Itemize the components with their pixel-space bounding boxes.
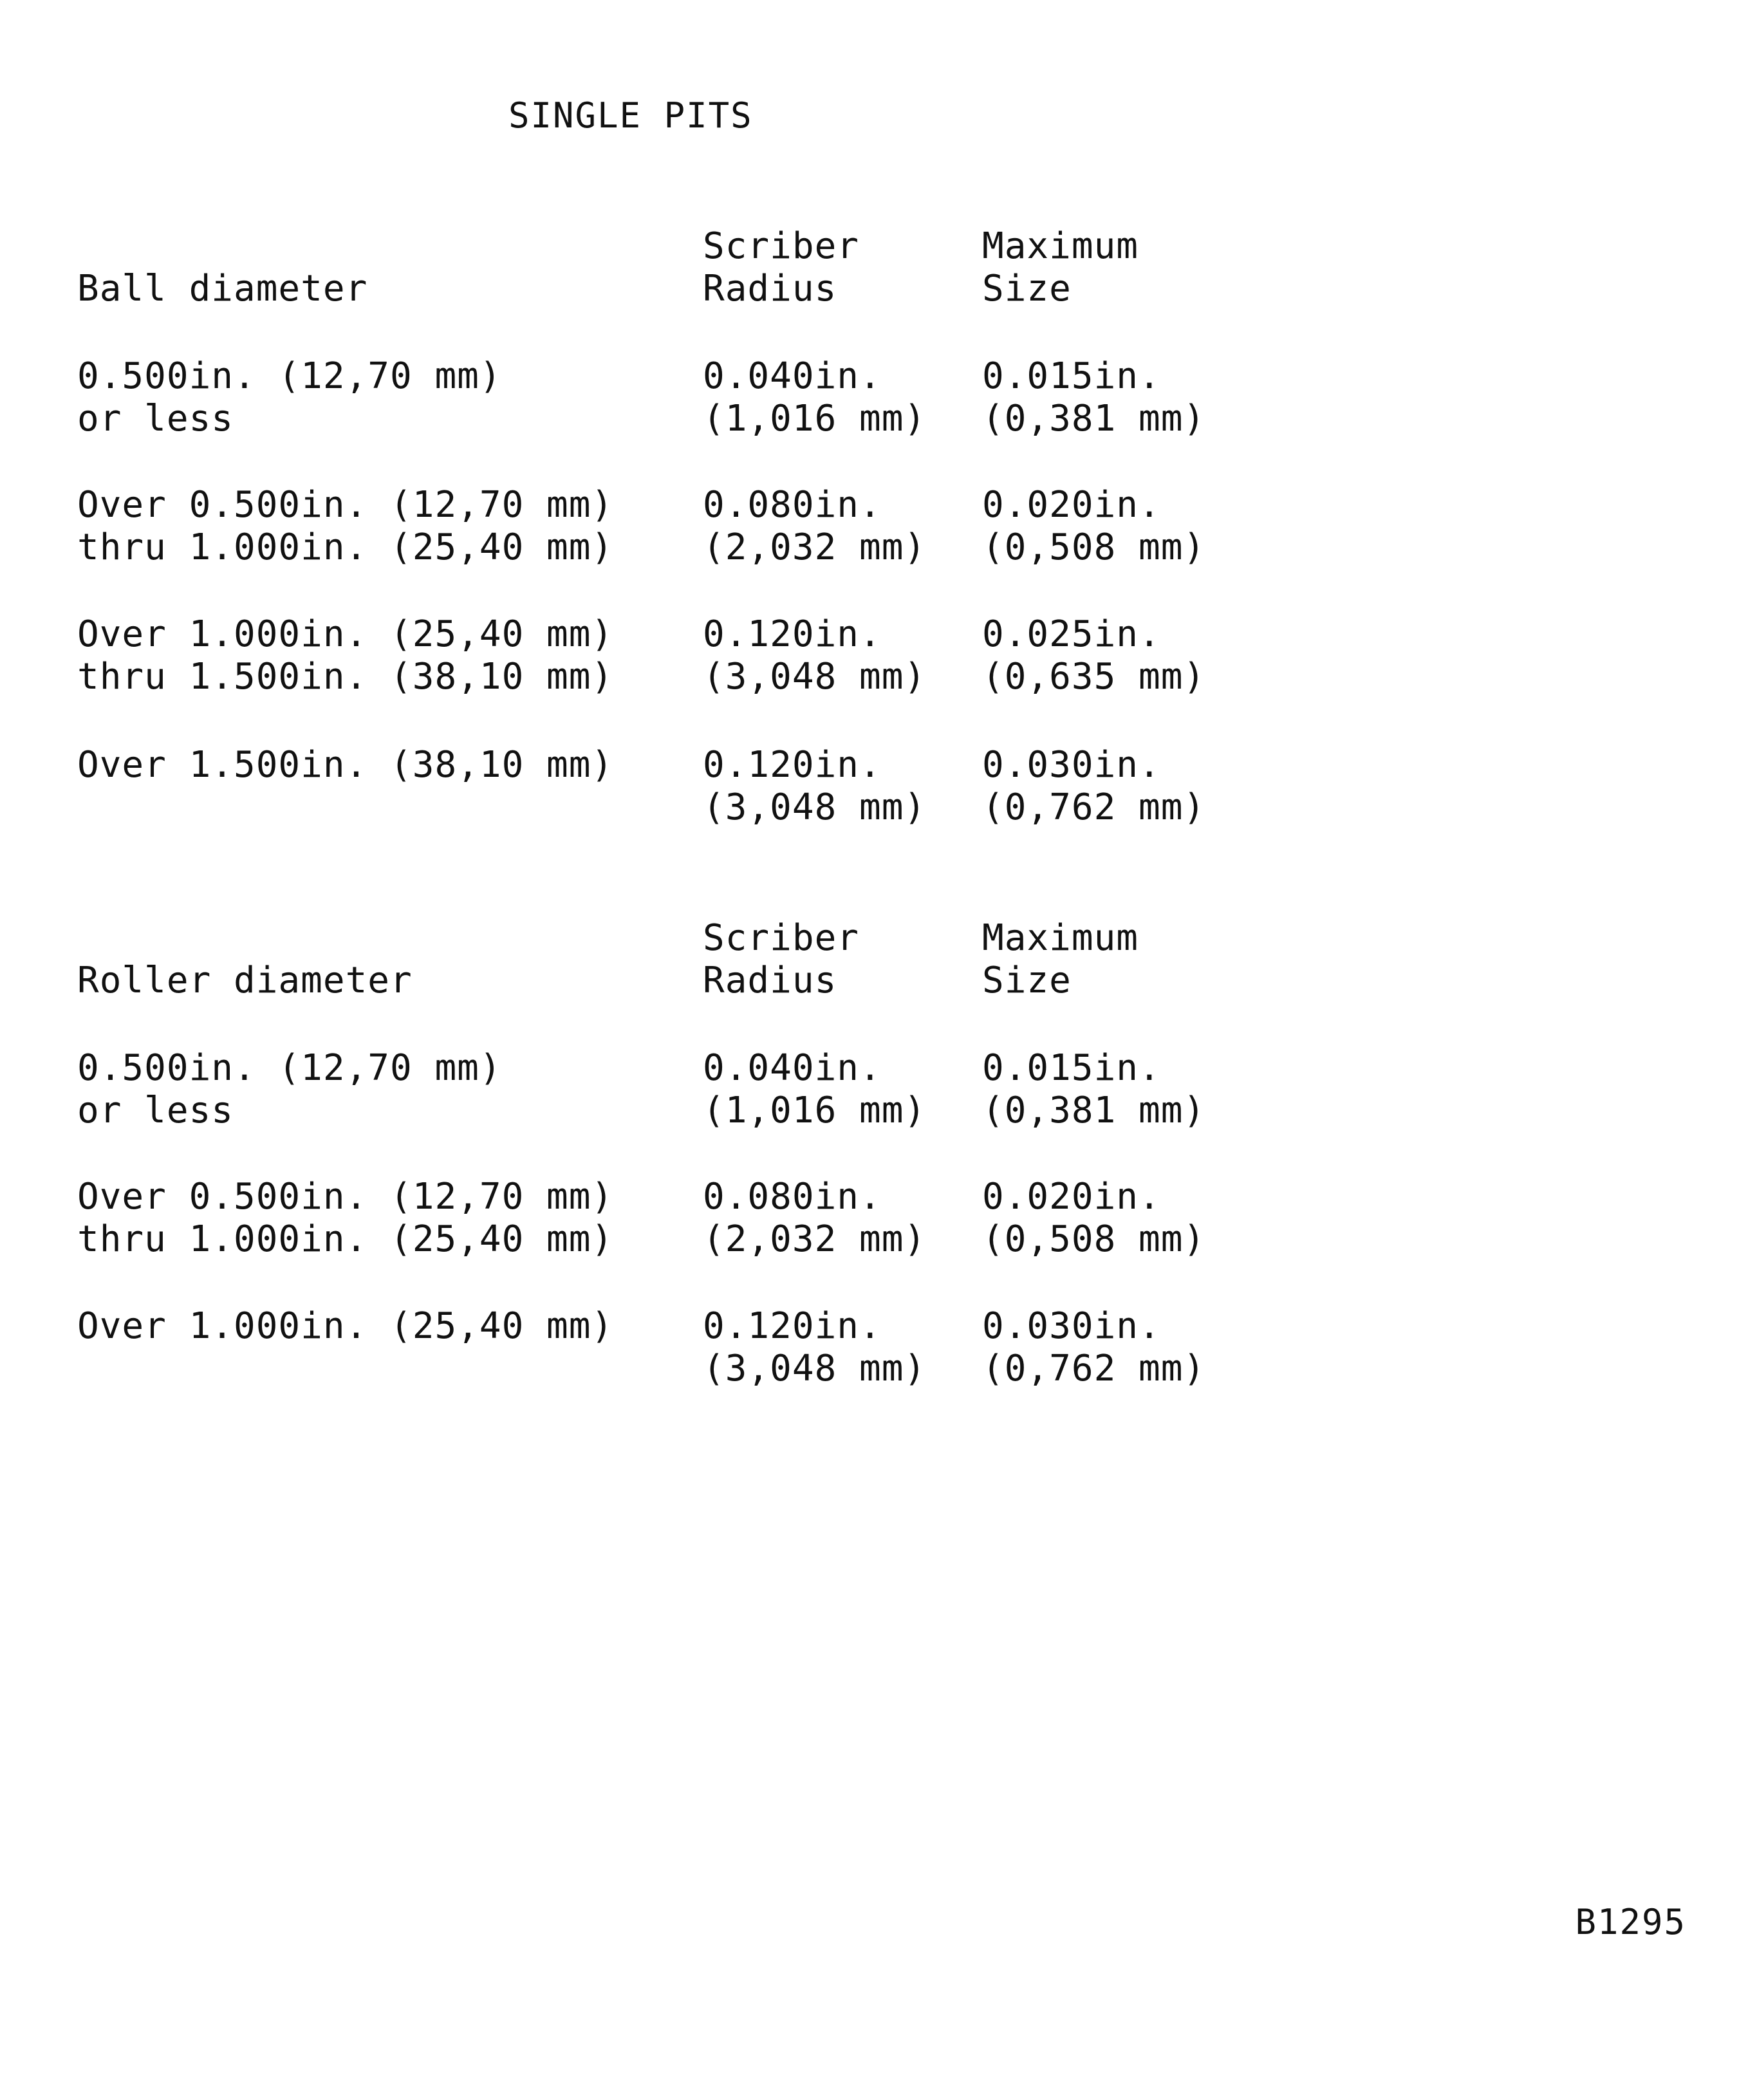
table-row-scriber-line1: 0.120in. bbox=[703, 744, 882, 786]
table-row-maxsize-line1: 0.020in. bbox=[982, 484, 1161, 526]
table-row-maxsize-line2: (0,508 mm) bbox=[982, 526, 1206, 568]
table-row-scriber-line2: (1,016 mm) bbox=[703, 1090, 927, 1131]
column-header-scriber-line1: Scriber bbox=[703, 917, 860, 959]
table-row-scriber-line2: (1,016 mm) bbox=[703, 398, 927, 440]
table-row-diameter-line2: thru 1.000in. (25,40 mm) bbox=[77, 1218, 614, 1260]
column-header-scriber-line1: Scriber bbox=[703, 225, 860, 267]
table-row-scriber-line2: (3,048 mm) bbox=[703, 656, 927, 698]
column-header-maximum-line1: Maximum bbox=[982, 225, 1139, 267]
table-row-maxsize-line2: (0,381 mm) bbox=[982, 1090, 1206, 1131]
table-row-maxsize-line2: (0,381 mm) bbox=[982, 398, 1206, 440]
table-row-scriber-line1: 0.040in. bbox=[703, 355, 882, 397]
table-row-diameter-line1: 0.500in. (12,70 mm) bbox=[77, 1047, 502, 1089]
table-row-diameter-line1: 0.500in. (12,70 mm) bbox=[77, 355, 502, 397]
table-row-maxsize-line1: 0.015in. bbox=[982, 1047, 1161, 1089]
table-row-diameter-line2: thru 1.000in. (25,40 mm) bbox=[77, 526, 614, 568]
table-row-scriber-line1: 0.080in. bbox=[703, 1176, 882, 1218]
column-header-scriber-line2: Radius bbox=[703, 268, 837, 310]
table-row-maxsize-line1: 0.030in. bbox=[982, 744, 1161, 786]
table-row-maxsize-line2: (0,508 mm) bbox=[982, 1218, 1206, 1260]
table-row-scriber-line2: (2,032 mm) bbox=[703, 526, 927, 568]
table-row-diameter-line2: or less bbox=[77, 398, 234, 440]
table-row-diameter-line1: Over 1.500in. (38,10 mm) bbox=[77, 744, 614, 786]
table-row-diameter-line2: thru 1.500in. (38,10 mm) bbox=[77, 656, 614, 698]
table-row-diameter-line1: Over 0.500in. (12,70 mm) bbox=[77, 1176, 614, 1218]
table-row-scriber-line2: (3,048 mm) bbox=[703, 786, 927, 828]
document-code: B1295 bbox=[1575, 1902, 1686, 1942]
table-row-maxsize-line1: 0.030in. bbox=[982, 1305, 1161, 1347]
page-title: SINGLE PITS bbox=[508, 95, 753, 136]
column-header-diameter: Ball diameter bbox=[77, 268, 368, 310]
table-row-maxsize-line2: (0,762 mm) bbox=[982, 786, 1206, 828]
table-row-maxsize-line1: 0.015in. bbox=[982, 355, 1161, 397]
column-header-maximum-line2: Size bbox=[982, 960, 1072, 1001]
table-row-maxsize-line1: 0.025in. bbox=[982, 613, 1161, 655]
table-row-scriber-line1: 0.080in. bbox=[703, 484, 882, 526]
table-row-maxsize-line1: 0.020in. bbox=[982, 1176, 1161, 1218]
table-row-maxsize-line2: (0,762 mm) bbox=[982, 1348, 1206, 1389]
table-row-scriber-line2: (2,032 mm) bbox=[703, 1218, 927, 1260]
table-row-diameter-line1: Over 0.500in. (12,70 mm) bbox=[77, 484, 614, 526]
column-header-diameter: Roller diameter bbox=[77, 960, 413, 1001]
table-row-scriber-line1: 0.120in. bbox=[703, 1305, 882, 1347]
table-row-diameter-line2: or less bbox=[77, 1090, 234, 1131]
table-row-scriber-line2: (3,048 mm) bbox=[703, 1348, 927, 1389]
table-row-scriber-line1: 0.040in. bbox=[703, 1047, 882, 1089]
table-row-diameter-line1: Over 1.000in. (25,40 mm) bbox=[77, 613, 614, 655]
table-row-scriber-line1: 0.120in. bbox=[703, 613, 882, 655]
column-header-scriber-line2: Radius bbox=[703, 960, 837, 1001]
table-row-maxsize-line2: (0,635 mm) bbox=[982, 656, 1206, 698]
table-row-diameter-line1: Over 1.000in. (25,40 mm) bbox=[77, 1305, 614, 1347]
column-header-maximum-line1: Maximum bbox=[982, 917, 1139, 959]
column-header-maximum-line2: Size bbox=[982, 268, 1072, 310]
